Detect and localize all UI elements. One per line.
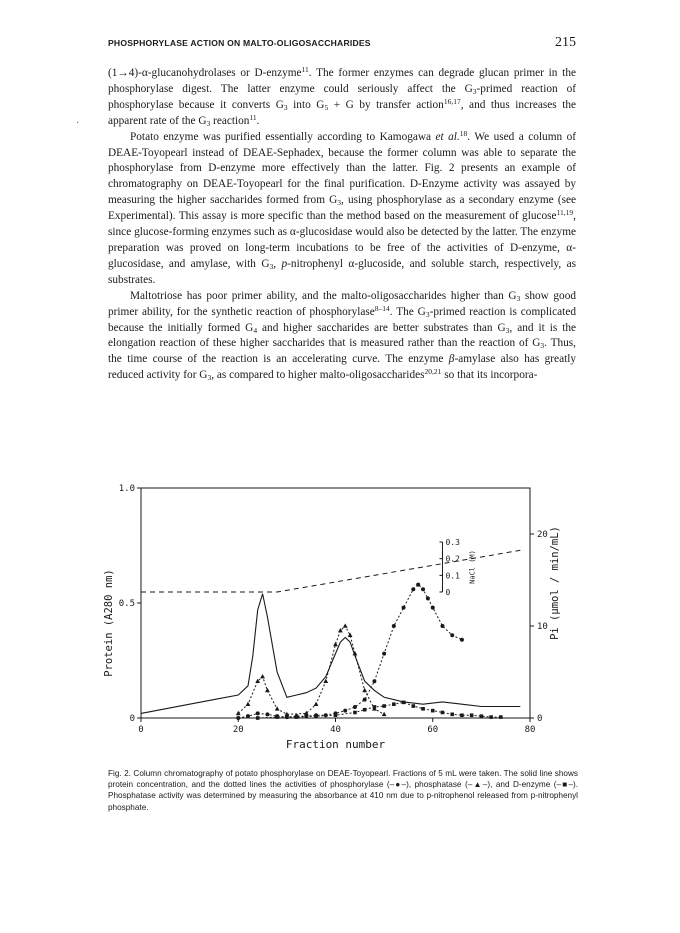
phosphorylase-point — [363, 698, 367, 702]
y-left-tick-label: 0.5 — [118, 599, 135, 609]
text-run: -amylase also has greatly reduced activity for G — [108, 353, 577, 382]
phosphatase-point — [265, 688, 270, 692]
x-tick-label: 60 — [427, 725, 439, 735]
text-run: 11 — [249, 112, 257, 122]
series-line-0 — [141, 594, 520, 714]
page-number: 215 — [555, 35, 576, 50]
text-run: . The G — [389, 305, 426, 318]
phosphorylase-point — [421, 587, 425, 591]
figure-2 — [96, 480, 586, 765]
text-run: reaction — [210, 114, 250, 127]
text-run: p — [281, 257, 288, 270]
x-tick-label: 80 — [524, 725, 536, 735]
text-run: -nitrophenyl α-glucoside, and soluble starch, respectively, as substrates. — [108, 257, 576, 286]
phosphorylase-point — [440, 624, 444, 628]
d-enzyme-point — [460, 713, 464, 717]
body-paragraph — [108, 66, 576, 130]
y-left-tick-label: 1.0 — [118, 484, 135, 494]
d-enzyme-point — [412, 704, 416, 708]
d-enzyme-point — [450, 713, 454, 717]
running-header — [108, 35, 576, 54]
text-run: -primed reaction of phosphorylase because it converts G — [108, 82, 577, 111]
nacl-tick-label: 0 — [445, 588, 451, 597]
y-right-tick-label: 20 — [537, 530, 548, 540]
y-left-axis-label: Protein (A280 nm) — [103, 569, 115, 677]
phosphorylase-point — [372, 679, 376, 683]
text-run: , — [273, 257, 282, 270]
phosphatase-point — [362, 688, 367, 692]
body-paragraph — [108, 130, 576, 289]
d-enzyme-point — [480, 714, 484, 718]
text-run: 3 — [283, 102, 288, 112]
chart-layer — [103, 484, 561, 751]
margin-mark: · — [76, 118, 80, 129]
text-run: 16,17 — [443, 96, 461, 106]
y-right-axis-label: Pi (µmol / min/mL) — [549, 526, 561, 640]
x-axis-label: Fraction number — [285, 738, 386, 751]
phosphorylase-point — [460, 638, 464, 642]
phosphorylase-point — [402, 606, 406, 610]
d-enzyme-point — [441, 711, 445, 715]
text-run: 3 — [206, 118, 211, 128]
d-enzyme-point — [489, 715, 493, 719]
phosphatase-point — [382, 712, 387, 716]
text-run: 3 — [472, 86, 477, 96]
d-enzyme-point — [382, 704, 386, 708]
d-enzyme-point — [275, 715, 279, 719]
phosphatase-point — [260, 674, 265, 678]
text-run: 3 — [425, 309, 430, 319]
nacl-tick-label: 0.3 — [445, 538, 460, 547]
d-enzyme-point — [431, 709, 435, 713]
text-run: 5 — [324, 102, 329, 112]
d-enzyme-point — [353, 711, 357, 715]
text-run: show good primer ability, for the synthetic reaction of phosphorylase — [108, 289, 576, 318]
text-run: 3 — [337, 198, 342, 208]
phosphorylase-point — [246, 714, 250, 718]
x-tick-label: 20 — [232, 725, 244, 735]
y-right-tick-label: 10 — [537, 622, 548, 632]
phosphatase-point — [333, 642, 338, 646]
text-run: + G by transfer action — [328, 98, 444, 111]
phosphorylase-point — [450, 633, 454, 637]
text-run: β — [448, 353, 455, 366]
text-run: , as compared to higher malto-oligosaccharides — [211, 369, 425, 382]
text-run: 11,19 — [556, 208, 574, 218]
text-run: . The former enzymes can degrade glucan primer in the phosphorylase digest. The latter enzyme could seriously affect the G — [108, 67, 576, 95]
text-run: Potato enzyme was purified essentially according to Kamogawa — [130, 130, 436, 143]
phosphorylase-point — [343, 709, 347, 713]
phosphorylase-point — [236, 716, 240, 720]
body-text — [108, 66, 576, 384]
text-run: 18 — [459, 128, 468, 138]
nacl-tick-label: 0.1 — [445, 571, 460, 581]
body-paragraph — [108, 289, 576, 384]
series-line-4 — [141, 550, 520, 592]
x-tick-label: 0 — [138, 725, 144, 735]
text-run: -primed reaction is complicated because the initially formed G — [108, 305, 576, 334]
text-run: , using phosphorylase as a secondary enzyme (see Experimental). This assay is more specific than the method based on the measurement of glucose — [108, 194, 577, 223]
d-enzyme-point — [470, 713, 474, 717]
phosphorylase-point — [431, 606, 435, 610]
text-run: 8–14 — [374, 303, 390, 313]
phosphatase-point — [236, 711, 241, 715]
d-enzyme-point — [295, 715, 299, 719]
text-run: , since glucose-forming enzymes such as α-glucosidase would also be detected by the latter. The enzyme preparation was proved on long-term incubations to be free of the activities of D-enzyme, α-glucosidase, and amylase, with G — [108, 210, 576, 270]
text-run: 11 — [301, 65, 309, 74]
running-title: PHOSPHORYLASE ACTION ON MALTO-OLIGOSACCHARIDES — [108, 38, 371, 48]
phosphorylase-point — [382, 652, 386, 656]
d-enzyme-point — [256, 716, 260, 720]
d-enzyme-point — [499, 715, 503, 719]
phosphorylase-point — [411, 587, 415, 591]
y-left-tick-label: 0 — [129, 714, 135, 724]
text-run: 3 — [516, 293, 521, 303]
phosphatase-point — [343, 623, 348, 627]
text-run: (1→4)-α-glucanohydrolases or D-enzyme — [108, 67, 302, 79]
text-run: et al. — [435, 130, 460, 143]
text-run: so that its incorpora- — [441, 369, 538, 382]
phosphatase-point — [348, 633, 353, 637]
figure-caption: Fig. 2. Column chromatography of potato phosphorylase on DEAE-Toyopearl. Fractions of 5 mL were taken. The solid line shows protein concentration, and the dotted lines the activities of phosphorylase (–●–), phosphatase (–▲–), and D-enzyme (–■–). Phosphatase activity was determined by measuring the absorbance at 410 nm due to p-nitrophenol released from p-nitrophenyl phosphate. — [108, 769, 578, 812]
text-run: . — [256, 114, 260, 127]
phosphorylase-point — [265, 712, 269, 716]
text-run: 3 — [505, 325, 510, 335]
text-run: 20,21 — [424, 367, 442, 377]
d-enzyme-point — [392, 702, 396, 706]
text-run: . Thus, the time course of the reaction is an accelerating curve. The enzyme — [108, 337, 576, 366]
phosphatase-point — [314, 702, 319, 706]
text-run: , and it is the elongation reaction of these higher saccharides that is measured rather than the reaction of G — [108, 321, 577, 350]
y-right-tick-label: 0 — [537, 714, 543, 724]
d-enzyme-point — [314, 714, 318, 718]
phosphorylase-point — [353, 705, 357, 709]
nacl-axis-label: NaCl (M) — [468, 550, 477, 584]
x-tick-label: 40 — [330, 725, 341, 735]
text-run: 3 — [269, 261, 274, 271]
chromatography-chart — [96, 480, 586, 765]
d-enzyme-point — [334, 713, 338, 717]
d-enzyme-point — [363, 708, 367, 712]
text-run: Maltotriose has poor primer ability, and the malto-oligosaccharides higher than G — [130, 289, 517, 302]
plot-frame — [141, 488, 530, 718]
phosphorylase-point — [256, 711, 260, 715]
phosphatase-point — [275, 706, 280, 710]
text-run: and higher saccharides are better substrates than G — [257, 321, 506, 334]
phosphorylase-point — [392, 624, 396, 628]
text-run: into G — [287, 98, 325, 111]
text-run: 3 — [207, 373, 212, 383]
text-run: 4 — [253, 325, 258, 335]
text-run: 3 — [540, 341, 545, 351]
phosphorylase-point — [426, 596, 430, 600]
phosphorylase-point — [416, 583, 420, 587]
phosphatase-point — [246, 702, 251, 706]
text-run: , and thus increases the apparent rate of the G — [108, 98, 577, 127]
text-run: . We used a column of DEAE-Toyopearl instead of DEAE-Sephadex, because the former column was able to separate the phosphorylase from D-enzyme more effectively than the latter. Fig. 2 presents an example of chromatography on DEAE-Toyopearl for the final purification. D-Enzyme activity was assayed by measuring the higher saccharides formed from G — [108, 130, 577, 207]
d-enzyme-point — [421, 707, 425, 711]
nacl-tick-label: 0.2 — [445, 554, 460, 564]
d-enzyme-point — [373, 705, 377, 709]
d-enzyme-point — [402, 701, 406, 705]
